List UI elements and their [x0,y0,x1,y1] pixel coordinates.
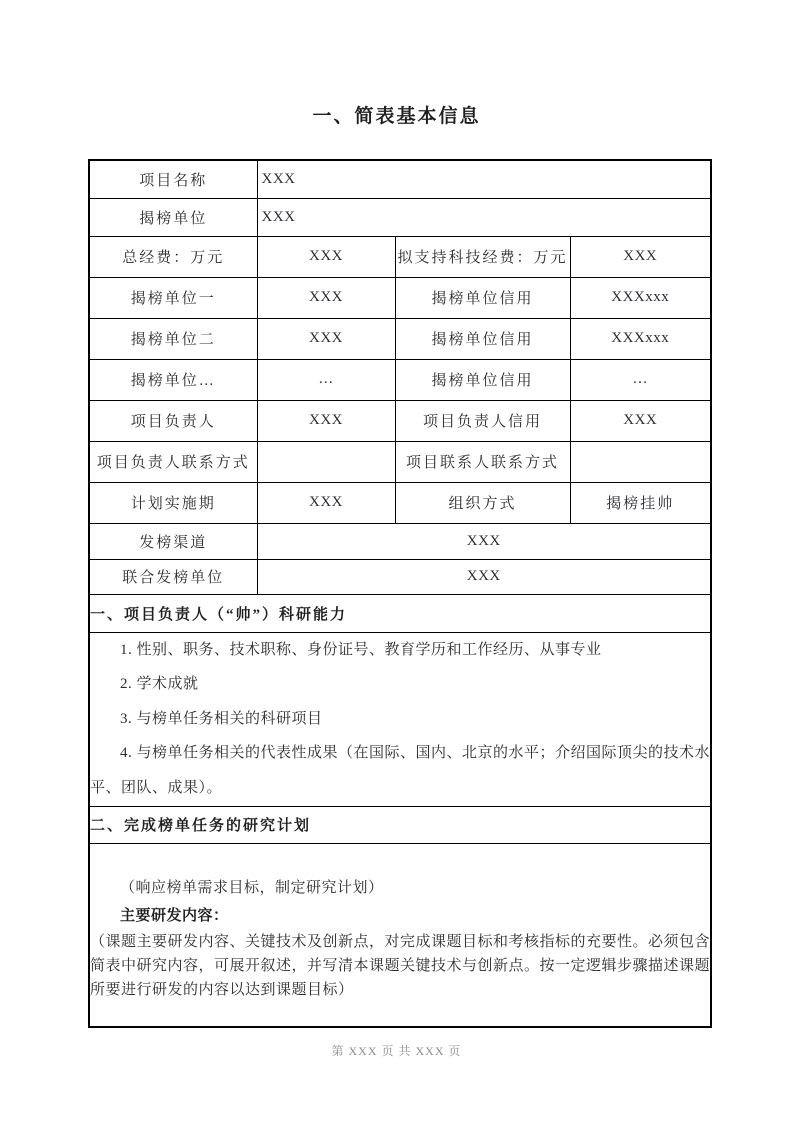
field-value: XXX [257,482,395,523]
field-value: … [257,359,395,400]
field-label: 揭榜单位一 [89,277,257,318]
field-value: XXX [257,400,395,441]
section1-item-3: 3. 与榜单任务相关的科研项目 [120,710,323,727]
table-row-budget [89,236,711,277]
field-value: XXX [257,523,711,559]
field-label: 拟支持科技经费：万元 [395,236,570,277]
section1-header-row [89,594,711,632]
field-label: 发榜渠道 [89,523,257,559]
section1-content-row [89,632,711,806]
section1-item-2: 2. 学术成就 [120,676,199,693]
field-label: 计划实施期 [89,482,257,523]
field-value: XXX [257,160,711,198]
table-row-unit-more [89,359,711,400]
table-row-bid-unit [89,198,711,236]
section2-header-row [89,806,711,843]
field-value [570,441,711,482]
section1-item-1: 1. 性别、职务、技术职称、身份证号、教育学历和工作经历、从事专业 [120,641,602,658]
field-label: 联合发榜单位 [89,559,257,594]
field-label: 总经费：万元 [89,236,257,277]
field-label: 项目联系人联系方式 [395,441,570,482]
section2-header: 二、完成榜单任务的研究计划 [89,806,711,843]
table-row-schedule [89,482,711,523]
field-value: XXX [257,198,711,236]
page-title: 一、简表基本信息 [312,106,481,127]
field-label: 项目负责人 [89,400,257,441]
section1-header: 一、项目负责人（“帅”）科研能力 [89,594,711,632]
field-label: 揭榜单位… [89,359,257,400]
field-value: … [570,359,711,400]
field-value: XXX [570,236,711,277]
field-label: 项目负责人联系方式 [89,441,257,482]
field-label: 揭榜单位二 [89,318,257,359]
section1-content [89,632,711,806]
table-row-contact [89,441,711,482]
field-value: XXX [257,318,395,359]
field-label: 揭榜单位信用 [395,359,570,400]
field-label: 项目负责人信用 [395,400,570,441]
field-value: XXX [257,236,395,277]
section2-subheading: 主要研发内容： [120,907,229,924]
table-row-release-channel [89,523,711,559]
section2-intro: （响应榜单需求目标，制定研究计划） [120,879,384,896]
table-row-unit-1 [89,277,711,318]
page-number: 第 XXX 页 共 XXX 页 [331,1044,462,1058]
table-row-project-leader [89,400,711,441]
field-value: XXX [257,277,395,318]
section1-item-4: 4. 与榜单任务相关的代表性成果（在国际、国内、北京的水平；介绍国际顶尖的技术水平、团队、成果）。 [90,745,711,796]
field-label: 揭榜单位信用 [395,277,570,318]
section2-body: （课题主要研发内容、关键技术及创新点，对完成课题目标和考核指标的充要性。必须包含简表中研究内容，可展开叙述，并写清本课题关键技术与创新点。按一定逻辑步骤描述课题所要进行研发的内容以达到课题目标） [90,933,711,998]
table-row-project-name [89,160,711,198]
field-value: XXXxxx [570,277,711,318]
section2-content-row [89,843,711,1027]
field-value [257,441,395,482]
section2-content [89,843,711,1027]
field-value: XXXxxx [570,318,711,359]
field-value: 揭榜挂帅 [570,482,711,523]
field-value: XXX [570,400,711,441]
field-label: 项目名称 [89,160,257,198]
table-row-unit-2 [89,318,711,359]
field-label: 揭榜单位信用 [395,318,570,359]
field-value: XXX [257,559,711,594]
basic-info-table [88,159,712,1028]
field-label: 揭榜单位 [89,198,257,236]
field-label: 组织方式 [395,482,570,523]
table-row-joint-release-unit [89,559,711,594]
